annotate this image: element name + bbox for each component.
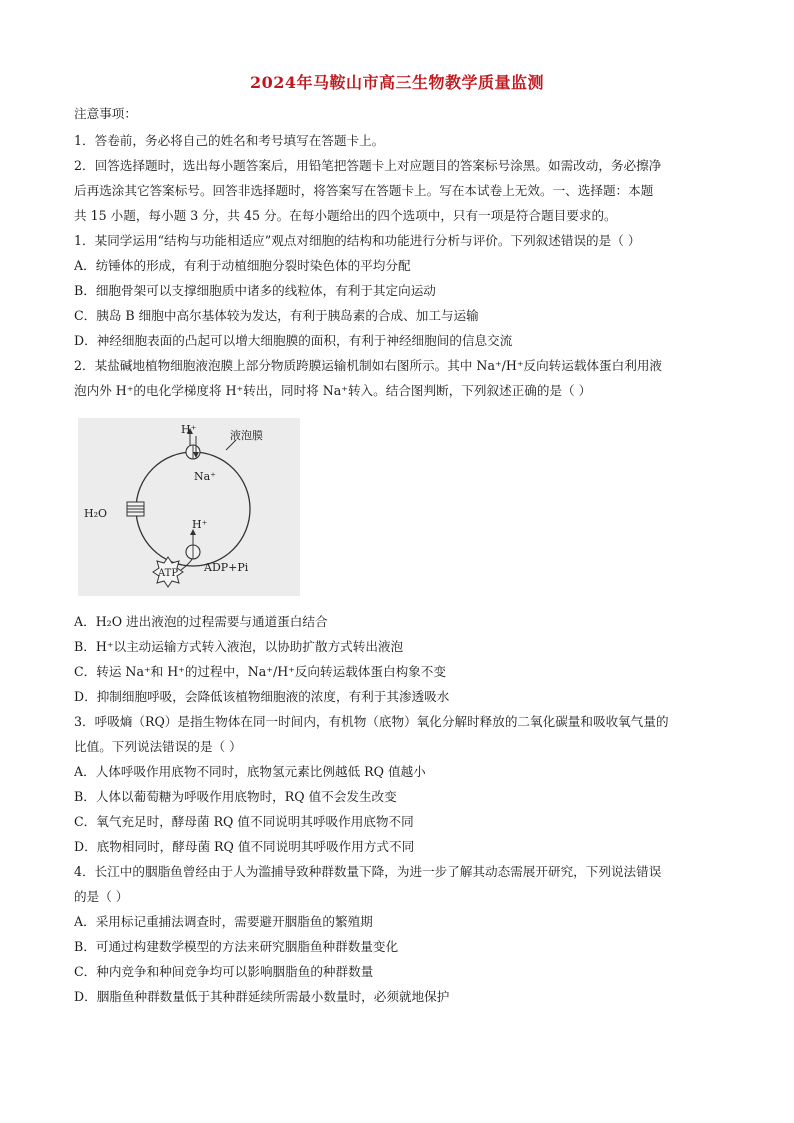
q4-option-b: B．可通过构建数学模型的方法来研究胭脂鱼种群数量变化 bbox=[74, 939, 399, 954]
notice-item-2-cont: 后再选涂其它答案标号。回答非选择题时，将答案写在答题卡上。写在本试卷上无效。一、选择题：本题 bbox=[74, 183, 654, 198]
q4-option-d: D．胭脂鱼种群数量低于其种群延续所需最小数量时，必须就地保护 bbox=[74, 989, 450, 1004]
notice-item-2-cont2: 共 15 小题，每小题 3 分，共 45 分。在每小题给出的四个选项中，只有一项是符合题目要求的。 bbox=[74, 208, 617, 223]
q4-stem-line2: 的是（ ） bbox=[74, 889, 129, 904]
h-bottom-label: H⁺ bbox=[192, 518, 208, 531]
q1-option-b: B．细胞骨架可以支撑细胞质中诸多的线粒体，有利于其定向运动 bbox=[74, 283, 436, 298]
q4-stem-line1: 4．长江中的胭脂鱼曾经由于人为滥捕导致种群数量下降，为进一步了解其动态需展开研究，下列说法错误 bbox=[74, 864, 662, 879]
h2o-label: H₂O bbox=[84, 507, 108, 520]
q3-option-d: D．底物相同时，酵母菌 RQ 值不同说明其呼吸作用方式不同 bbox=[74, 839, 415, 854]
exam-title: 2024年马鞍山市高三生物教学质量监测 bbox=[249, 73, 545, 92]
q3-stem-line1: 3．呼吸熵（RQ）是指生物体在同一时间内，有机物（底物）氧化分解时释放的二氧化碳量和吸收氧气量的 bbox=[74, 714, 669, 729]
q2-option-d: D．抑制细胞呼吸，会降低该植物细胞液的浓度，有利于其渗透吸水 bbox=[74, 689, 450, 704]
vacuole-membrane-figure bbox=[78, 418, 300, 596]
q2-option-c: C．转运 Na⁺和 H⁺的过程中，Na⁺/H⁺反向转运载体蛋白构象不变 bbox=[74, 664, 446, 679]
q2-option-a: A．H₂O 进出液泡的过程需要与通道蛋白结合 bbox=[74, 614, 328, 629]
q4-option-c: C．种内竞争和种间竞争均可以影响胭脂鱼的种群数量 bbox=[74, 964, 374, 979]
h-top-label: H⁺ bbox=[181, 423, 197, 436]
q1-option-a: A．纺锤体的形成，有利于动植细胞分裂时染色体的平均分配 bbox=[74, 258, 411, 273]
q1-stem: 1．某同学运用“结构与功能相适应”观点对细胞的结构和功能进行分析与评价。下列叙述错误的是（ ） bbox=[74, 233, 641, 248]
atp-label: ATP bbox=[158, 568, 179, 579]
q4-option-a: A．采用标记重捕法调查时，需要避开胭脂鱼的繁殖期 bbox=[74, 914, 373, 929]
q3-stem-line2: 比值。下列说法错误的是（ ） bbox=[74, 739, 242, 754]
na-label: Na⁺ bbox=[194, 470, 216, 483]
notice-heading: 注意事项： bbox=[74, 106, 137, 121]
q1-option-c: C．胰岛 B 细胞中高尔基体较为发达，有利于胰岛素的合成、加工与运输 bbox=[74, 308, 479, 323]
q2-option-b: B．H⁺以主动运输方式转入液泡，以协助扩散方式转出液泡 bbox=[74, 639, 404, 654]
q1-option-d: D．神经细胞表面的凸起可以增大细胞膜的面积，有利于神经细胞间的信息交流 bbox=[74, 333, 513, 348]
membrane-label: 液泡膜 bbox=[230, 429, 263, 442]
proton-pump bbox=[186, 545, 200, 559]
aquaporin-channel bbox=[127, 502, 144, 516]
notice-item-1: 1．答卷前，务必将自己的姓名和考号填写在答题卡上。 bbox=[74, 133, 385, 148]
q2-stem-line2: 泡内外 H⁺的电化学梯度将 H⁺转出，同时将 Na⁺转入。结合图判断，下列叙述正确的是（ ） bbox=[74, 383, 592, 398]
q3-option-c: C．氧气充足时，酵母菌 RQ 值不同说明其呼吸作用底物不同 bbox=[74, 814, 414, 829]
notice-item-2: 2．回答选择题时，选出每小题答案后，用铅笔把答题卡上对应题目的答案标号涂黑。如需改动，务必擦净 bbox=[74, 158, 662, 173]
q3-option-b: B．人体以葡萄糖为呼吸作用底物时，RQ 值不会发生改变 bbox=[74, 789, 397, 804]
q2-stem-line1: 2．某盐碱地植物细胞液泡膜上部分物质跨膜运输机制如右图所示。其中 Na⁺/H⁺反向转运载体蛋白利用液 bbox=[74, 358, 663, 373]
adp-label: ADP+Pi bbox=[204, 561, 249, 574]
q3-option-a: A．人体呼吸作用底物不同时，底物氢元素比例越低 RQ 值越小 bbox=[74, 764, 426, 779]
